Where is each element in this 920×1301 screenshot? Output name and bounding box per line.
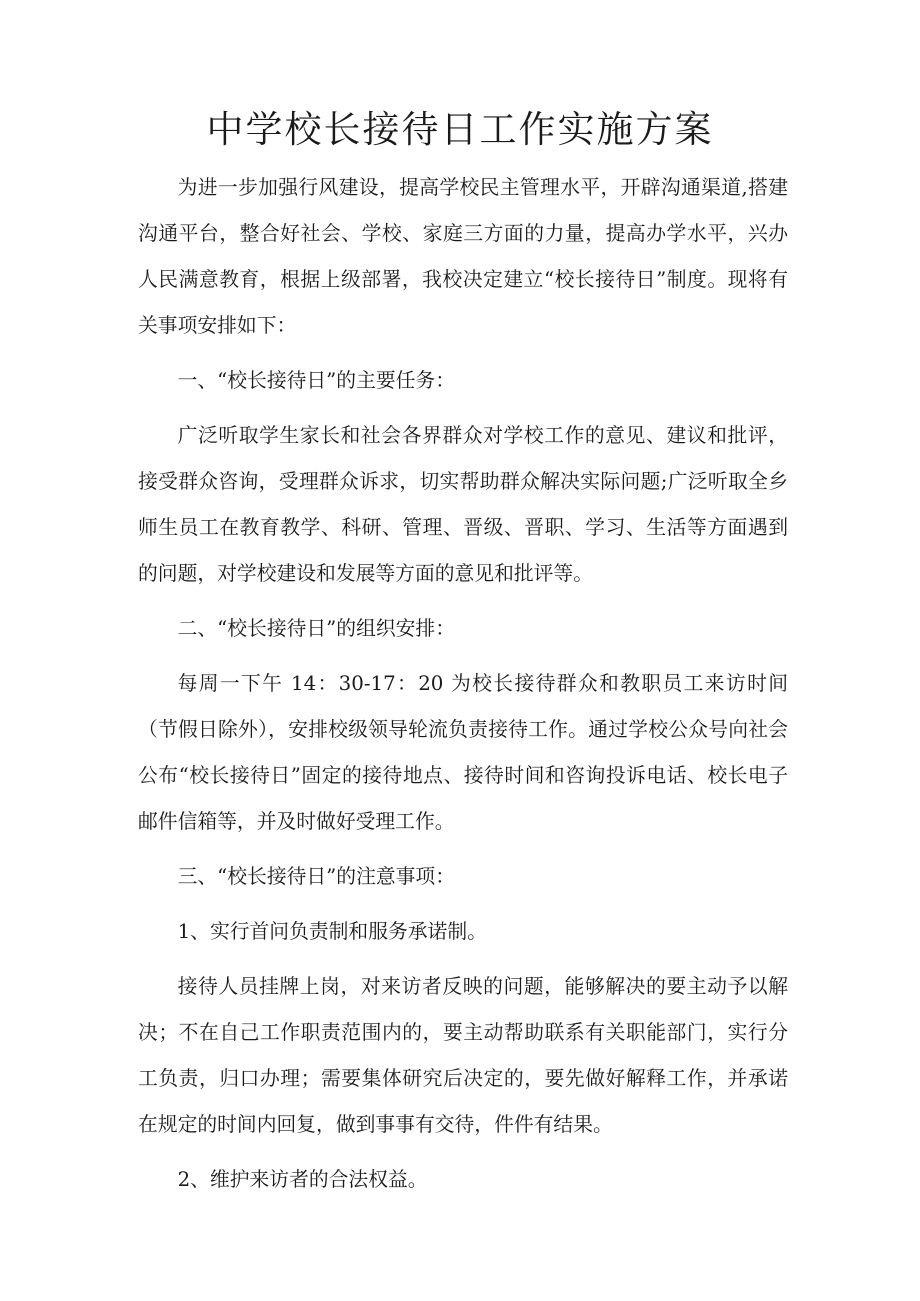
note-item-2: 2、维护来访者的合法权益。 [177,1168,428,1191]
tasks-paragraph: 广泛听取学生家长和社会各界群众对学校工作的意见、建议和批评，接受群众咨询，受理群众诉求，切实帮助群众解决实际问题;广泛听取全乡师生员工在教育教学、科研、管理、晋级、晋职、学习、生活等方面遇到的问题，对学校建设和发展等方面的意见和批评等。 [138,424,788,585]
document-title: 中学校长接待日工作实施方案 [206,108,714,151]
section-heading-arrangement: 二、“校长接待日”的组织安排： [177,617,455,640]
section-heading-notes: 三、“校长接待日”的注意事项： [177,865,455,888]
note-item-1: 1、实行首问负责制和服务承诺制。 [177,920,487,943]
section-heading-tasks: 一、“校长接待日”的主要任务： [177,369,455,392]
note-item-1-detail: 接待人员挂牌上岗，对来访者反映的问题，能够解决的要主动予以解决；不在自己工作职责范围内的，要主动帮助联系有关职能部门，实行分工负责，归口办理；需要集体研究后决定的，要先做好解释工作，并承诺在规定的时间内回复，做到事事有交待，件件有结果。 [138,975,788,1136]
arrangement-paragraph: 每周一下午 14：30-17：20 为校长接待群众和教职员工来访时间（节假日除外），安排校级领导轮流负责接待工作。通过学校公众号向社会公布“校长接待日”固定的接待地点、接待时间和咨询投诉电话、校长电子邮件信箱等，并及时做好受理工作。 [138,672,788,833]
document-body [138,165,788,1212]
intro-paragraph: 为进一步加强行风建设，提高学校民主管理水平，开辟沟通渠道,搭建沟通平台，整合好社会、学校、家庭三方面的力量，提高办学水平，兴办人民满意教育，根据上级部署，我校决定建立“校长接待日”制度。现将有关事项安排如下： [138,176,788,337]
